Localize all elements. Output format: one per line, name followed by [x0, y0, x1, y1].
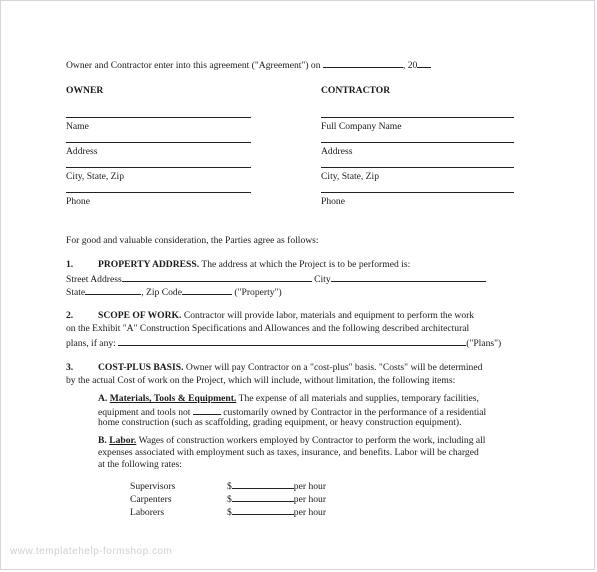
owner-city-line[interactable]	[66, 167, 251, 168]
subsection-a-text-2b: customarily owned by Contractor in the performance of a residential	[223, 407, 487, 418]
plans-tag: ("Plans")	[466, 338, 502, 349]
rate-blank[interactable]	[232, 506, 294, 515]
section-3-line-2: by the actual Cost of work on the Project, which will include, without limitation, the following items:	[66, 375, 456, 386]
rate-role: Supervisors	[130, 481, 176, 492]
subsection-a-line-1	[98, 394, 479, 404]
subsection-a-line-3: home construction (such as scaffolding, grading equipment, or heavy construction equipment).	[98, 417, 462, 428]
owner-phone-label: Phone	[66, 196, 90, 207]
section-1-title: PROPERTY ADDRESS.	[98, 259, 200, 270]
city-label: City	[314, 274, 331, 285]
subsection-b-line-3: at the following rates:	[98, 459, 182, 470]
plans-blank[interactable]	[118, 337, 466, 346]
subsection-b-title: Labor.	[109, 435, 137, 446]
subsection-a-title: Materials, Tools & Equipment.	[109, 393, 237, 404]
intro-text: Owner and Contractor enter into this agreement ("Agreement") on	[66, 60, 321, 71]
year-prefix: 20	[407, 60, 418, 71]
contractor-city-line[interactable]	[321, 167, 514, 168]
rate-currency: $	[227, 494, 232, 505]
contractor-company-line[interactable]	[321, 117, 514, 118]
subsection-a-text-2: equipment and tools not	[98, 407, 191, 418]
rate-blank[interactable]	[232, 493, 294, 502]
section-2-line-3	[66, 337, 501, 349]
state-blank[interactable]	[85, 286, 141, 295]
section-2-line-1	[98, 311, 474, 321]
rate-role: Carpenters	[130, 494, 172, 505]
owner-name-line[interactable]	[66, 117, 251, 118]
owner-name-label: Name	[66, 121, 89, 132]
contractor-address-line[interactable]	[321, 142, 514, 143]
city-blank[interactable]	[331, 273, 486, 282]
contractor-address-label: Address	[321, 146, 353, 157]
rate-row-carpenters	[130, 493, 326, 505]
section-3-line-1	[98, 363, 482, 373]
plans-label: plans, if any:	[66, 338, 116, 349]
owner-city-label: City, State, Zip	[66, 171, 125, 182]
owner-heading: OWNER	[66, 85, 104, 96]
subsection-b-line-2: expenses associated with employment such as taxes, insurance, and benefits. Labor will be charged	[98, 447, 479, 458]
zip-blank[interactable]	[182, 286, 232, 295]
rate-blank[interactable]	[232, 480, 294, 489]
section-2-line-2: on the Exhibit "A" Construction Specifications and Allowances and the following described architectural	[66, 323, 470, 334]
rate-currency: $	[227, 507, 232, 518]
rate-unit: per hour	[293, 481, 327, 492]
rate-role: Laborers	[130, 507, 165, 518]
property-label: ("Property")	[234, 287, 282, 298]
subsection-a-label: A.	[98, 393, 108, 404]
contractor-city-label: City, State, Zip	[321, 171, 380, 182]
section-2-title: SCOPE OF WORK.	[98, 310, 182, 321]
date-blank[interactable]	[323, 59, 403, 68]
section-3-title: COST-PLUS BASIS.	[98, 362, 184, 373]
section-1-line-1	[98, 260, 410, 270]
section-1-number: 1.	[66, 259, 74, 270]
rate-row-supervisors	[130, 480, 326, 492]
state-label: State	[66, 287, 86, 298]
consideration-text: For good and valuable consideration, the Parties agree as follows:	[66, 235, 319, 246]
year-blank[interactable]	[417, 59, 431, 68]
subsection-b-line-1	[98, 436, 485, 446]
section-3-number: 3.	[66, 362, 74, 373]
contractor-company-label: Full Company Name	[321, 121, 402, 132]
owner-address-line[interactable]	[66, 142, 251, 143]
subsection-b-label: B.	[98, 435, 107, 446]
owner-phone-line[interactable]	[66, 192, 251, 193]
subsection-a-blank[interactable]	[193, 406, 221, 415]
zip-label: Zip Code	[145, 287, 182, 298]
rate-currency: $	[227, 481, 232, 492]
section-2-text-1: Contractor will provide labor, materials and equipment to perform the work	[183, 310, 475, 321]
subsection-a-text-1: The expense of all materials and supplies, temporary facilities,	[238, 393, 479, 404]
contractor-phone-line[interactable]	[321, 192, 514, 193]
section-1-line-2	[66, 273, 486, 285]
rate-row-laborers	[130, 506, 326, 518]
section-1-line-3: State , Zip Code ("Property")	[66, 287, 282, 298]
street-address-blank[interactable]	[122, 273, 312, 282]
owner-address-label: Address	[66, 146, 98, 157]
section-1-body: The address at which the Project is to be performed is:	[201, 259, 411, 270]
watermark: www.templatehelp-formshop.com	[10, 546, 173, 557]
intro-comma: ,	[402, 60, 408, 71]
rate-unit: per hour	[293, 494, 327, 505]
street-address-label: Street Address	[66, 274, 122, 285]
contractor-heading: CONTRACTOR	[321, 85, 391, 96]
section-2-number: 2.	[66, 310, 74, 321]
subsection-b-text-1: Wages of construction workers employed by Contractor to perform the work, including all	[138, 435, 486, 446]
section-3-text-1: Owner will pay Contractor on a "cost-plus" basis. "Costs" will be determined	[185, 362, 483, 373]
subsection-a-line-2	[98, 406, 486, 418]
contractor-phone-label: Phone	[321, 196, 345, 207]
intro-line	[66, 59, 431, 71]
rate-unit: per hour	[293, 507, 327, 518]
